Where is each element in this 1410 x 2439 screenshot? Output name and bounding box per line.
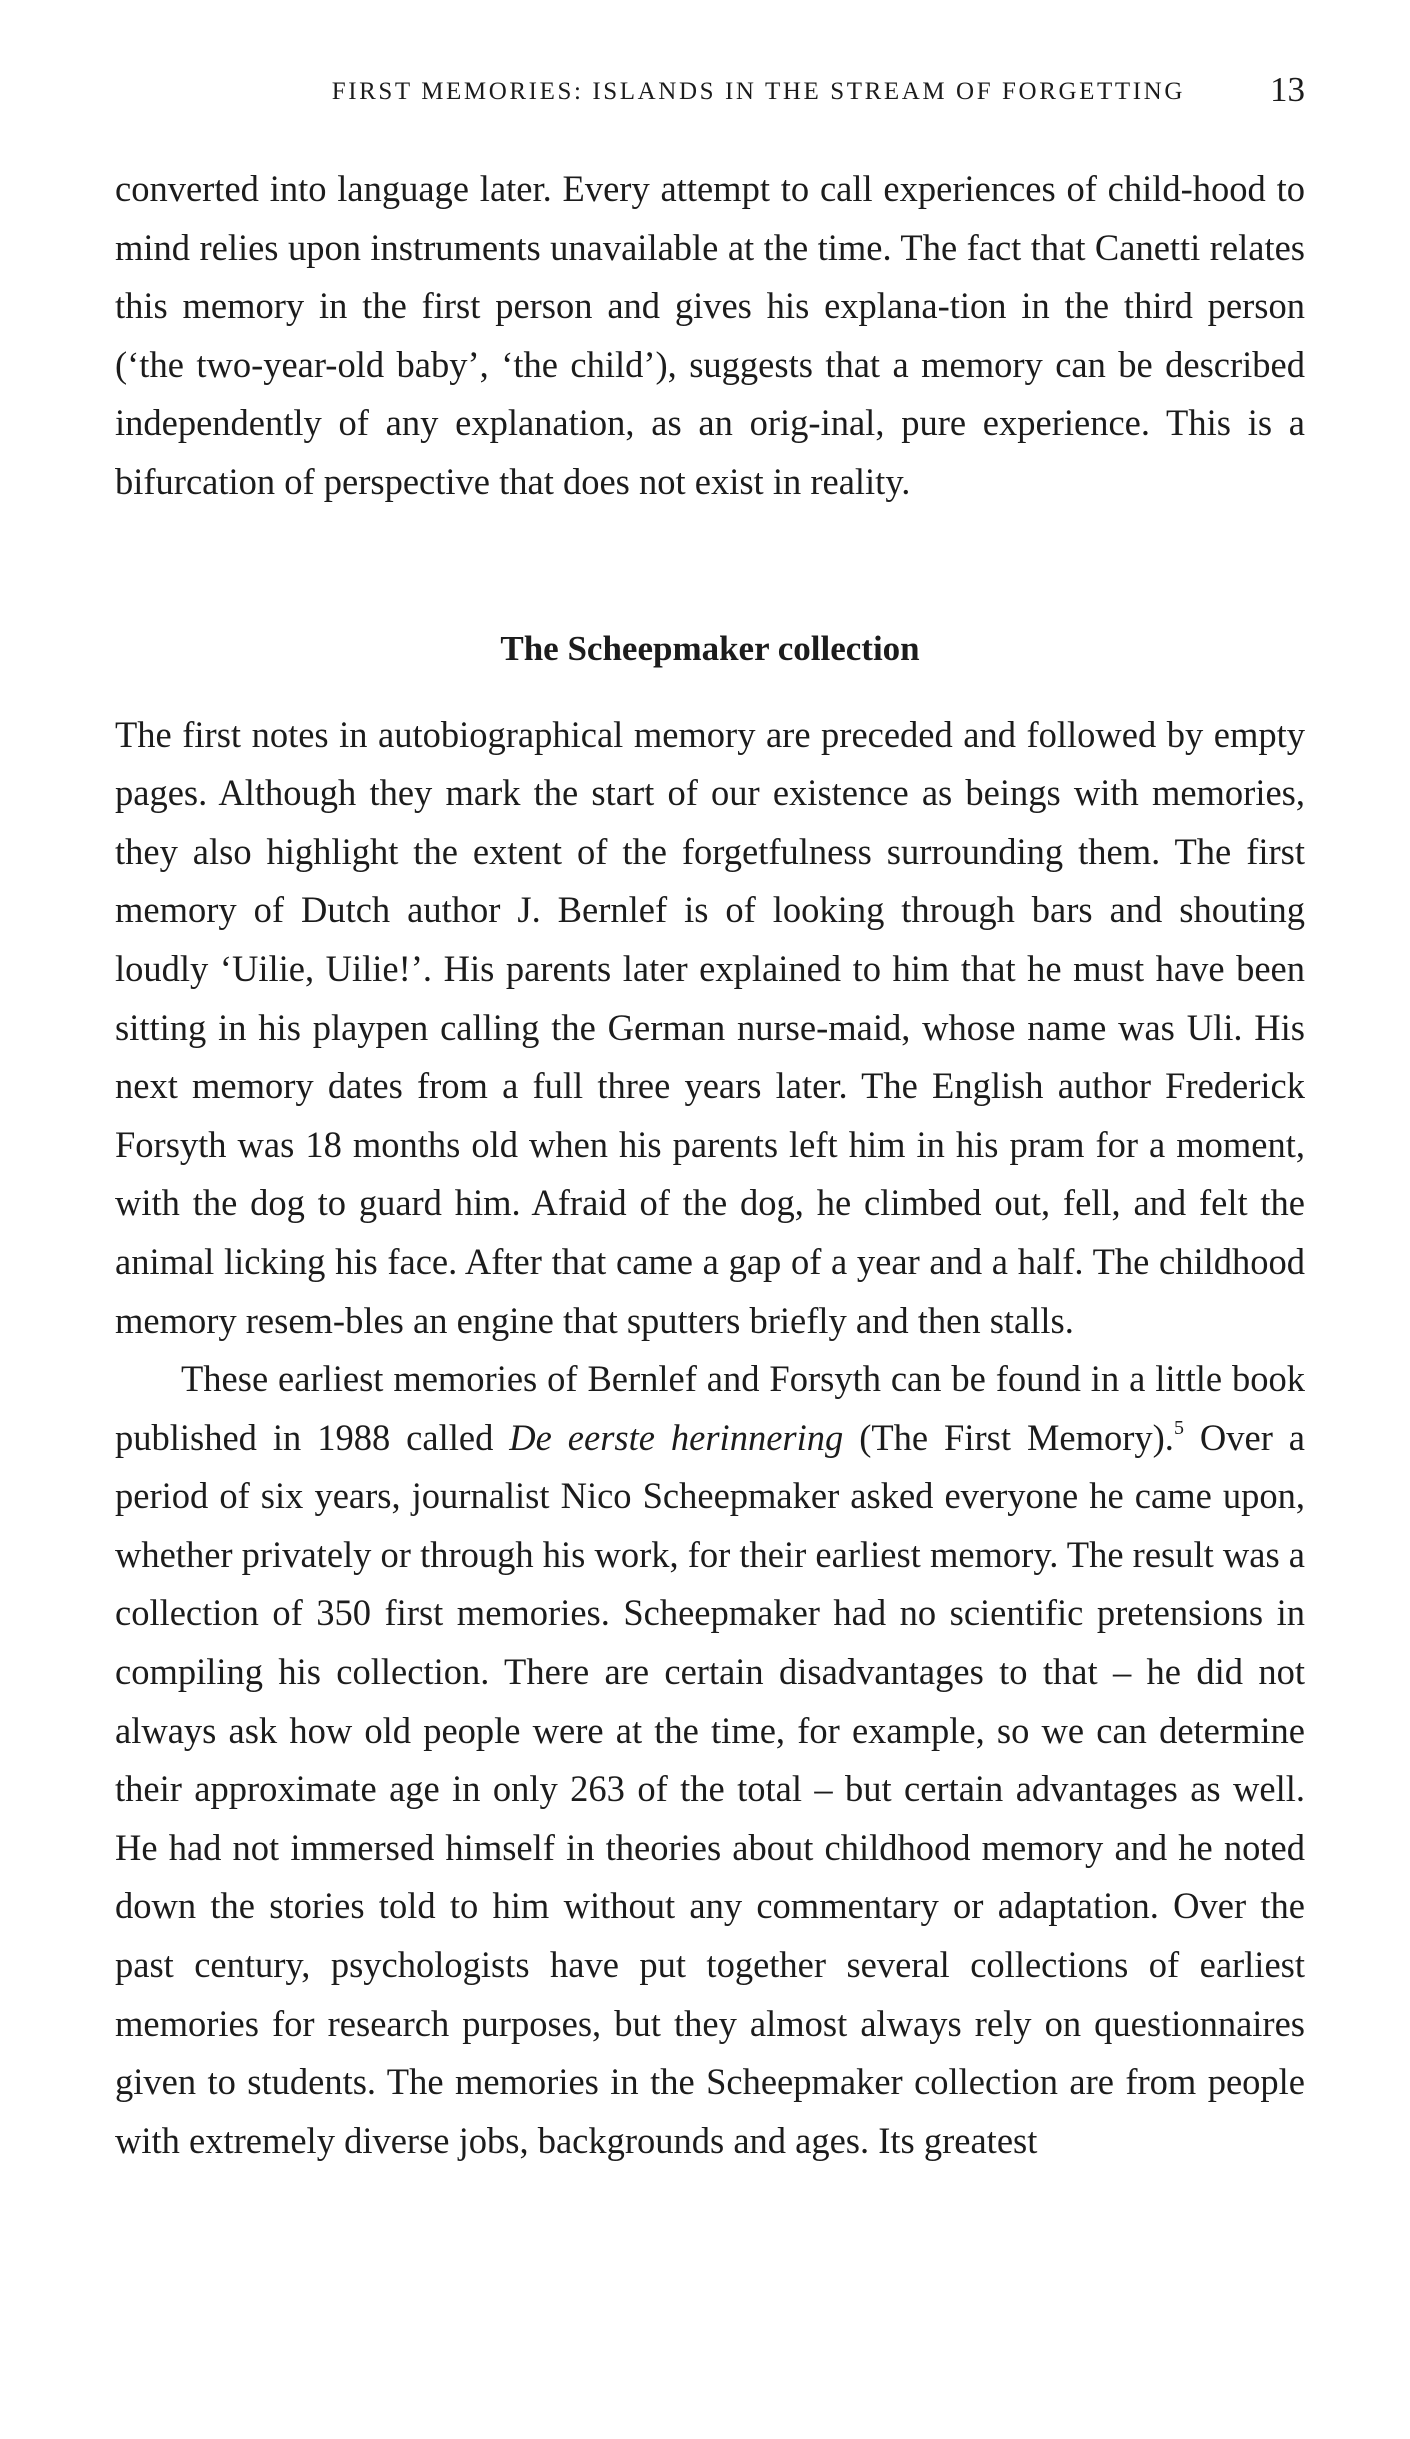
footnote-reference[interactable]: 5 [1173, 1416, 1184, 1439]
book-title: De eerste herinnering [509, 1416, 844, 1458]
body-text [115, 160, 1305, 2170]
paragraph-after-title: (The First Memory). [843, 1416, 1174, 1458]
paragraph-intro: These earliest memories of Bernlef and Forsyth can be found in a little book published in 1988 called [115, 1358, 1305, 1458]
paragraph-continued: converted into language later. Every attempt to call experiences of child-hood to mind relies upon instruments unavailable at the time. The fact that Canetti relates this memory in the first person and gives his explana-tion in the third person (‘the two-year-old baby’, ‘the child’), suggests that a memory can be described independently of any explanation, as an orig-inal, pure experience. This is a bifurcation of perspective that does not exist in reality. [115, 168, 1305, 502]
paragraph-scheepmaker [115, 1350, 1305, 2170]
paragraph-bernlef-forsyth: The first notes in autobiographical memory are preceded and followed by empty pages. Although they mark the start of our existence as beings with memories, they also highlight the extent of the forgetfulness surrounding them. The first memory of Dutch author J. Bernlef is of looking through bars and shouting loudly ‘Uilie, Uilie!’. His parents later explained to him that he must have been sitting in his playpen calling the German nurse-maid, whose name was Uli. His next memory dates from a full three years later. The English author Frederick Forsyth was 18 months old when his parents left him in his pram for a moment, with the dog to guard him. Afraid of the dog, he climbed out, fell, and felt the animal licking his face. After that came a gap of a year and a half. The childhood memory resem-bles an engine that sputters briefly and then stalls. [115, 713, 1305, 1341]
running-title: FIRST MEMORIES: ISLANDS IN THE STREAM OF FORGETTING [331, 78, 1185, 105]
paragraph-rest: Over a period of six years, journalist Nico Scheepmaker asked everyone he came upon, whether privately or through his work, for their earliest memory. The result was a collection of 350 first memories. Scheepmaker had no scientific pretensions in compiling his collection. There are certain disadvantages to that – he did not always ask how old people were at the time, for example, so we can determine their approximate age in only 263 of the total – but certain advantages as well. He had not immersed himself in theories about childhood memory and he noted down the stories told to him without any commentary or adaptation. Over the past century, psychologists have put together several collections of earliest memories for research purposes, but they almost always rely on questionnaires given to students. The memories in the Scheepmaker collection are from people with extremely diverse jobs, backgrounds and ages. Its greatest [115, 1416, 1306, 2161]
section-heading: The Scheepmaker collection [500, 628, 920, 668]
running-header [115, 70, 1305, 110]
page-number: 13 [1270, 70, 1305, 109]
